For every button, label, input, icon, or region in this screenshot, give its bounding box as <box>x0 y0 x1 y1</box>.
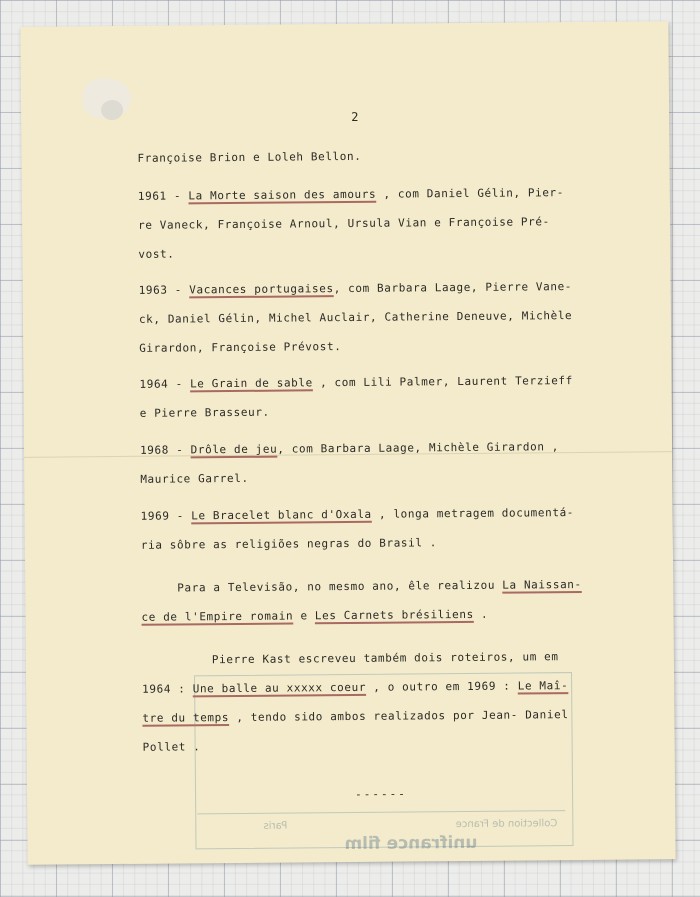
script-title-2b: tre du temps <box>142 711 230 725</box>
entry-1963-line3: Girardon, Françoise Prévost. <box>139 340 342 355</box>
entry-1969-line2: ria sôbre as religiões negras do Brasil . <box>140 536 438 552</box>
entry-1961-line2: re Vaneck, Françoise Arnoul, Ursula Vian e Françoise Pré- <box>138 215 550 232</box>
desc-1969: , longa metragem documentá- <box>371 506 575 521</box>
intro-line: Françoise Brion e Loleh Bellon. <box>137 149 362 165</box>
tv-and: e <box>293 609 315 623</box>
title-1961: La Morte saison des amours <box>188 187 377 203</box>
year-1968: 1968 - <box>139 443 191 457</box>
cast-1963: , com Barbara Laage, Pierre Vane- <box>333 280 573 296</box>
entry-1964-line2: e Pierre Brasseur. <box>139 405 270 420</box>
script-mid: , o outro em 1969 : <box>365 679 518 694</box>
title-1963: Vacances portugaises <box>189 282 334 297</box>
tv-paragraph-line1 <box>177 578 582 596</box>
page-number: 2 <box>351 109 360 124</box>
scripts-line4: Pollet . <box>142 740 201 754</box>
entry-1963 <box>139 280 572 298</box>
title-1968: Drôle de jeu <box>190 442 278 457</box>
year-1969: 1969 - <box>140 509 192 523</box>
script-year-1: 1964 : <box>142 682 193 696</box>
year-1961: 1961 - <box>137 189 189 203</box>
tv-end: . <box>473 607 489 621</box>
year-1963: 1963 - <box>138 283 190 297</box>
script-title-2a: Le Maî- <box>517 679 569 693</box>
torn-corner <box>83 78 131 118</box>
document-page <box>20 21 675 865</box>
tv-title-2: Les Carnets brésiliens <box>314 607 474 623</box>
tv-title-1b: ce de l'Empire romain <box>141 609 294 624</box>
entry-1963-line2: ck, Daniel Gélin, Michel Auclair, Catherine Deneuve, Michèle <box>138 309 573 326</box>
stamp-text-big: unifrance film <box>344 832 478 855</box>
entry-1969 <box>141 506 574 524</box>
scripts-line1: Pierre Kast escreveu também dois roteiros, um em <box>211 650 559 667</box>
script-title-1: Une balle au xxxxx coeur <box>192 680 367 696</box>
tv-text: Para a Televisão, no mesmo ano, êle realizou <box>177 578 503 595</box>
separator-dashes: ------ <box>355 787 407 801</box>
entry-1961 <box>138 186 564 204</box>
title-1969: Le Bracelet blanc d'Oxala <box>191 507 372 523</box>
cast-1961: , com Daniel Gélin, Pier- <box>376 186 565 201</box>
cast-1968: , com Barbara Laage, Michèle Girardon , <box>277 440 560 456</box>
entry-1968 <box>140 440 559 458</box>
tv-paragraph-line2 <box>141 608 488 625</box>
script-rest: , tendo sido ambos realizados por Jean- Daniel <box>229 708 569 725</box>
title-1964: Le Grain de sable <box>189 376 313 391</box>
stamp-text-left: Collection de France <box>455 818 558 831</box>
tv-title-1a: La Naissan- <box>502 577 582 592</box>
year-1964: 1964 - <box>139 377 191 391</box>
entry-1964 <box>139 374 572 392</box>
entry-1968-line2: Maurice Garrel. <box>140 471 249 486</box>
stamp-text-right: Paris <box>263 820 288 832</box>
entry-1961-line3: vost. <box>138 247 175 261</box>
cast-1964: , com Lili Palmer, Laurent Terzieff <box>312 374 573 390</box>
